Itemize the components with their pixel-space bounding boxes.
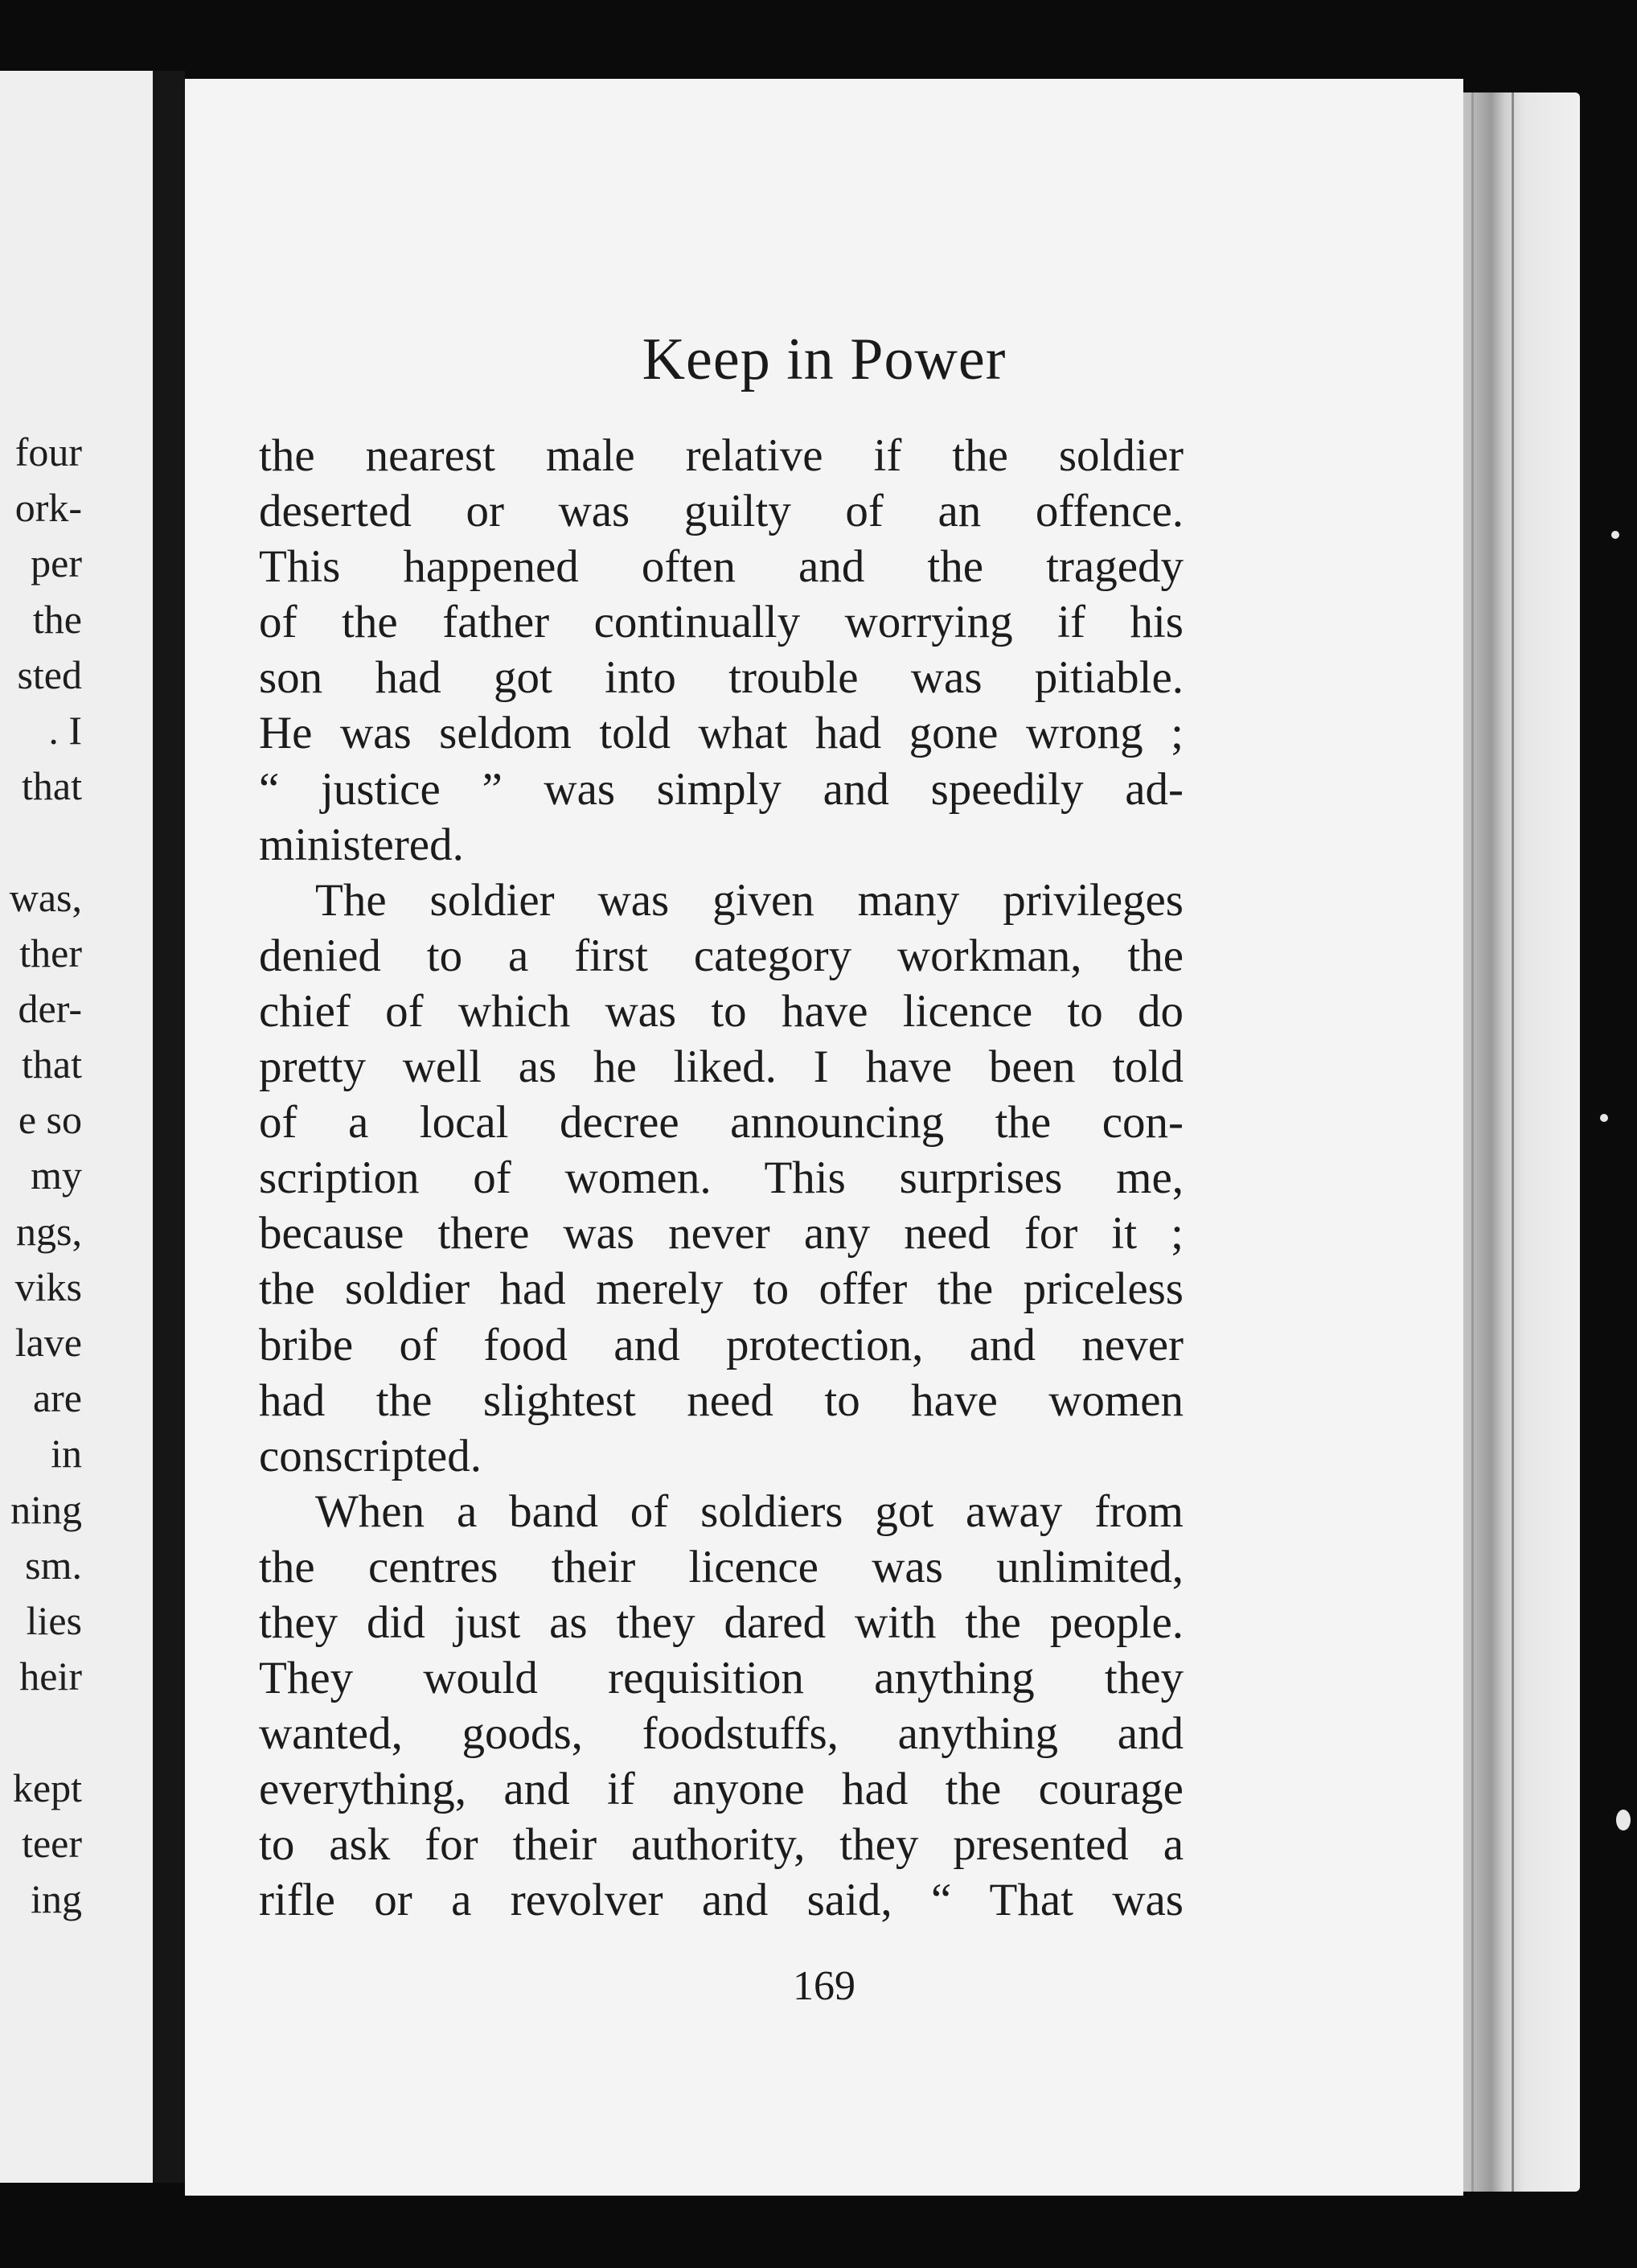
left-page-fragment: ing (31, 1876, 82, 1921)
left-page-fragment: was, (9, 874, 82, 920)
text-line: had the slightest need to have women (259, 1374, 1184, 1426)
left-page-fragment: are (32, 1375, 82, 1421)
text-line: bribe of food and protection, and never (259, 1319, 1184, 1370)
left-page-fragment: e so (18, 1097, 82, 1143)
left-page-fragment: in (51, 1431, 82, 1477)
text-line: of the father continually worrying if his (259, 597, 1184, 648)
text-line: the soldier had merely to offer the priceless (259, 1263, 1184, 1315)
body-text (259, 428, 1184, 1929)
text-line: The soldier was given many privileges (315, 874, 1184, 926)
text-line: everything, and if anyone had the courage (259, 1764, 1184, 1815)
text-line: They would requisition anything they (259, 1653, 1184, 1704)
left-page-fragment: ork- (14, 485, 82, 531)
page-number: 169 (793, 1963, 855, 2009)
text-line: the centres their licence was unlimited, (259, 1541, 1184, 1592)
left-page-fragment: teer (22, 1820, 82, 1866)
text-line: wanted, goods, foodstuffs, anything and (259, 1708, 1184, 1760)
page-edge-line (1512, 92, 1514, 2192)
left-page-fragment: sm. (25, 1542, 82, 1588)
text-line: denied to a first category workman, the (259, 930, 1184, 981)
left-page-fragment: that (22, 1042, 82, 1087)
scan-speck (1600, 1114, 1608, 1122)
text-line: pretty well as he liked. I have been told (259, 1042, 1184, 1093)
left-page-fragment: der- (18, 985, 82, 1031)
left-page-fragment: lave (14, 1320, 82, 1365)
text-line: He was seldom told what had gone wrong ; (259, 708, 1184, 759)
text-line: rifle or a revolver and said, “ That was (259, 1875, 1184, 1926)
left-page-fragment: viks (14, 1263, 82, 1309)
scan-speck (1611, 531, 1619, 539)
left-page-fragment: lies (26, 1597, 82, 1643)
left-page-fragment: ning (10, 1486, 82, 1532)
left-page (0, 71, 153, 2183)
left-page-fragment: ngs, (16, 1208, 82, 1254)
text-line: the nearest male relative if the soldier (259, 430, 1184, 481)
left-page-fragment (10, 814, 82, 869)
left-page-fragment: sted (17, 651, 82, 697)
running-head: Keep in Power (642, 327, 1007, 392)
left-page-fragment: ther (19, 930, 82, 976)
text-line: scription of women. This surprises me, (259, 1152, 1184, 1204)
text-line: “ justice ” was simply and speedily ad- (259, 763, 1184, 815)
left-page-fragment: kept (12, 1765, 82, 1810)
left-page-fragment: heir (19, 1654, 82, 1699)
left-page-text-fragments (10, 425, 82, 1927)
page-edge-line (1471, 92, 1474, 2192)
left-page-fragment: four (14, 429, 82, 475)
text-line: ministered. (259, 819, 464, 870)
left-page-fragment (10, 1704, 82, 1760)
text-line: of a local decree announcing the con- (259, 1097, 1184, 1148)
text-line: This happened often and the tragedy (259, 541, 1184, 593)
left-page-fragment: my (31, 1152, 82, 1198)
left-page-fragment: . I (48, 707, 82, 753)
text-line: to ask for their authority, they presented a (259, 1819, 1184, 1871)
text-line: because there was never any need for it ; (259, 1208, 1184, 1259)
left-page-fragment: per (31, 540, 82, 586)
text-line: deserted or was guilty of an offence. (259, 486, 1184, 537)
text-line: they did just as they dared with the people. (259, 1596, 1184, 1648)
text-line: son had got into trouble was pitiable. (259, 652, 1184, 704)
text-line: conscripted. (259, 1430, 482, 1481)
text-line: When a band of soldiers got away from (315, 1485, 1184, 1537)
left-page-fragment: the (32, 596, 82, 642)
text-line: chief of which was to have licence to do (259, 985, 1184, 1037)
left-page-fragment: that (22, 763, 82, 809)
book-gutter (153, 71, 185, 2183)
scan-speck (1616, 1810, 1631, 1830)
